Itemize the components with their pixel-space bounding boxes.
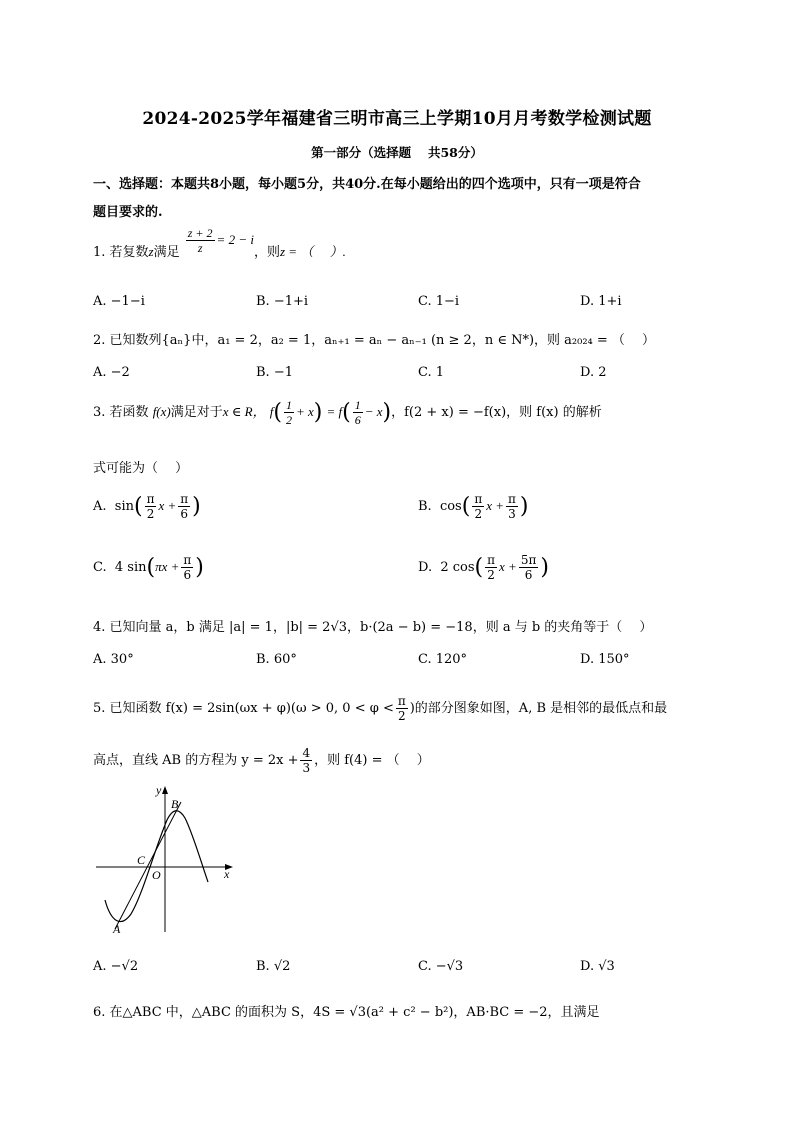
point-a-label: A (113, 922, 121, 936)
q1-option-d: D. 1+i (580, 294, 622, 309)
section-heading-line1: 一、选择题：本题共8小题，每小题5分，共40分.在每小题给出的四个选项中，只有一项是符合 (93, 177, 641, 192)
q3-minus-x: − x (364, 404, 383, 419)
q5-option-c: C. −√3 (418, 959, 464, 974)
q3-eq-f: = f (326, 404, 343, 419)
question-4: 4. 已知向量 a，b 满足 |a| = 1，|b| = 2√3，b·(2a − b) = −18，则 a 与 b 的夹角等于（ ） (93, 620, 653, 635)
q5-sine-graph (93, 782, 243, 937)
part-subtitle: 第一部分（选择题 共58分） (311, 145, 483, 160)
origin-label: O (152, 868, 161, 882)
sine-curve (105, 811, 208, 922)
y-axis-arrow (162, 786, 168, 794)
q3-f1: f (269, 404, 274, 419)
q5-option-b: B. √2 (256, 959, 291, 974)
q4-option-b: B. 60° (256, 652, 297, 667)
q1-mid: 满足 (153, 245, 180, 260)
q3-text-a: 3. 若函数 (93, 405, 149, 420)
q3-text-c: 满足对于 (170, 405, 223, 420)
q3-fx: f(x) (152, 404, 171, 419)
q3-plus-x: + x (295, 404, 314, 419)
question-1 (93, 226, 346, 267)
page-title: 2024-2025学年福建省三明市高三上学期10月月考数学检测试题 (142, 109, 652, 129)
q3-option-a: A. sin( $\frac{\pi}{2}$ x + $\frac{\pi}{6}$ ) (93, 492, 201, 521)
q1-var: z (148, 244, 154, 259)
point-c-label: C (137, 853, 146, 867)
q3-option-c: C. 4 sin(πx + $\frac{\pi}{6}$ ) (93, 553, 204, 582)
q4-option-c: C. 120° (418, 652, 468, 667)
question-3-line1: 3. 若函数 f(x)满足对于x ∈ R， f( $\frac{1}{2}$ + x) = f( $\frac{1}{6}$ − x)，f(2 + x) = −f(x)，则 f(x) 的解析 (93, 398, 602, 427)
q4-option-a: A. 30° (93, 652, 134, 667)
q1-prefix: 1. 若复数 (93, 245, 149, 260)
q1-fraction: $\frac{z + 2}{z}$ (187, 226, 213, 255)
q3-text-i: ，f(2 + x) = −f(x)，则 f(x) 的解析 (391, 405, 602, 420)
q3-option-d: D. 2 cos( $\frac{\pi}{2}$ x + $\frac{5\pi}{6}$ ) (418, 553, 549, 582)
question-5-line1 (93, 694, 667, 723)
question-3-line2: 式可能为（ ） (93, 461, 189, 476)
q3-domain: x ∈ R， (222, 404, 266, 419)
q5-text-a: 5. 已知函数 f(x) = 2sin(ωx + φ)(ω > 0, 0 < φ < (93, 701, 394, 716)
q5-text-d: ，则 f(4) = （ ） (314, 753, 430, 768)
q1-rhs: = 2 − i (216, 232, 254, 247)
question-5-line2 (93, 746, 430, 775)
y-label: y (156, 783, 162, 797)
q4-option-d: D. 150° (580, 652, 630, 667)
q2-option-c: C. 1 (418, 365, 445, 380)
x-label: x (224, 867, 230, 881)
line-ab (115, 802, 181, 929)
q1-option-b: B. −1+i (256, 294, 309, 309)
question-2: 2. 已知数列{aₙ}中，a₁ = 2，a₂ = 1，aₙ₊₁ = aₙ − aₙ₋₁ (n ≥ 2，n ∈ N*)，则 a₂₀₂₄ = （ ） (93, 333, 656, 348)
section-heading-line2: 题目要求的. (93, 205, 163, 220)
q3-option-b: B. cos( $\frac{\pi}{2}$ x + $\frac{\pi}{3}$ ) (418, 492, 529, 521)
q2-option-a: A. −2 (93, 365, 130, 380)
q2-option-b: B. −1 (256, 365, 293, 380)
q1-option-a: A. −1−i (93, 294, 145, 309)
q5-text-c: 高点，直线 AB 的方程为 y = 2x + (93, 753, 299, 768)
q3-frac-1: $\frac{1}{2}$ (285, 398, 292, 427)
q5-text-b: )的部分图象如图，A, B 是相邻的最低点和最 (409, 701, 668, 716)
q5-frac-pi2: $\frac{\pi}{2}$ (397, 694, 406, 723)
q1-suffix: ，则 (253, 245, 280, 260)
q3-frac-2: $\frac{1}{6}$ (354, 398, 361, 427)
question-6: 6. 在△ABC 中，△ABC 的面积为 S，4S = √3(a² + c² − b²)，AB·BC = −2，且满足 (93, 1005, 600, 1020)
q1-option-c: C. 1−i (418, 294, 460, 309)
q5-option-a: A. −√2 (93, 959, 139, 974)
q1-ask: z = （ ）. (279, 244, 346, 259)
q5-frac-43: $\frac{4}{3}$ (302, 746, 311, 775)
q2-option-d: D. 2 (580, 365, 607, 380)
q5-option-d: D. √3 (580, 959, 615, 974)
point-b-label: B (171, 797, 179, 811)
